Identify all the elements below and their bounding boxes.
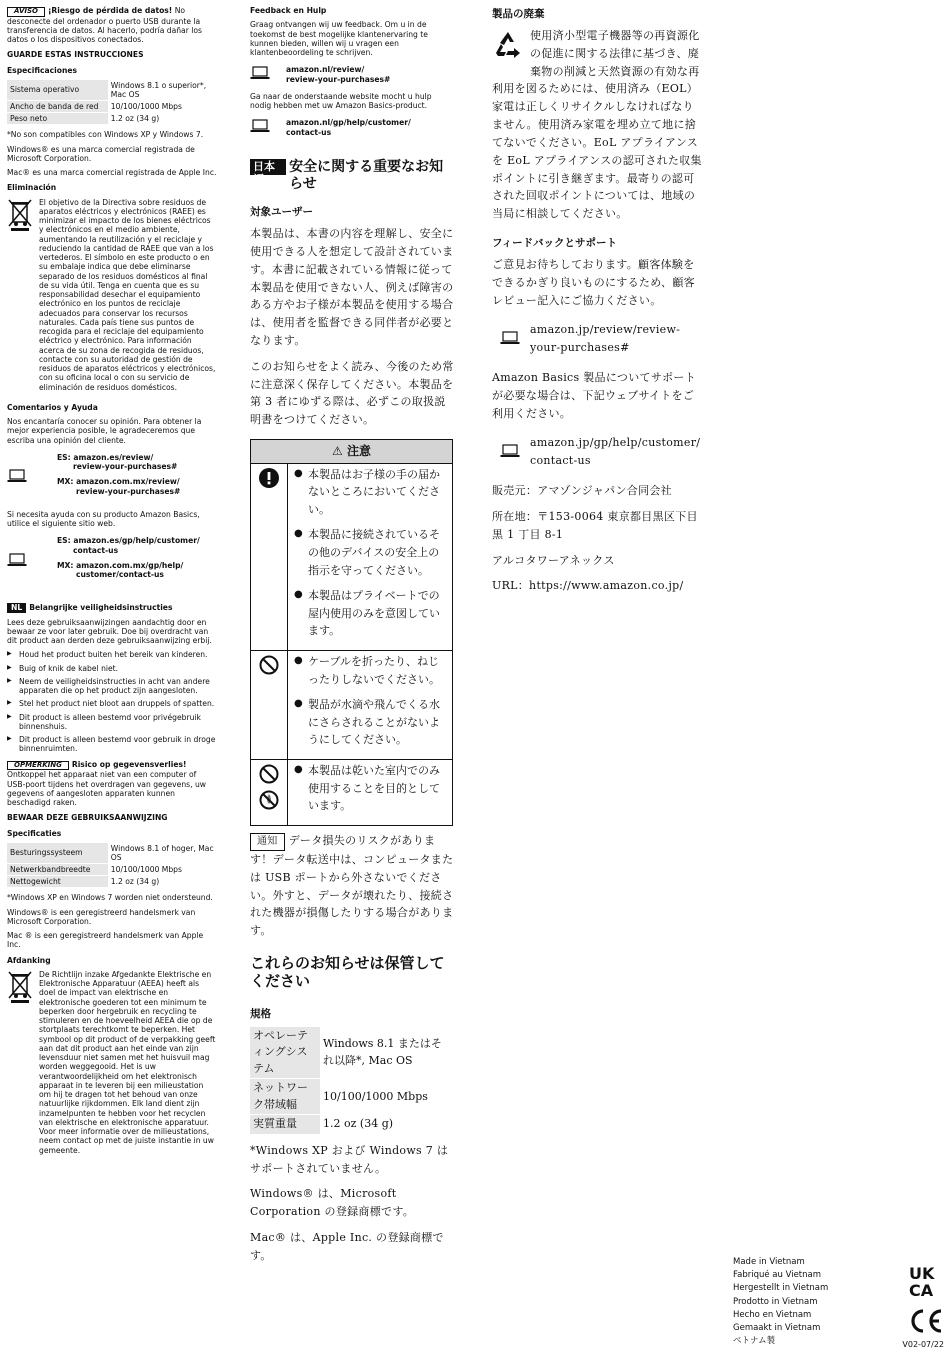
nl-note-1: *Windows XP en Windows 7 worden niet ondersteund. [7,893,213,903]
list-item: Hergestellt in Vietnam [733,1283,829,1294]
spec-value: 1.2 oz (34 g) [110,876,160,886]
notice-tag: 通知 [250,833,285,851]
recycle-icon [492,29,524,67]
nl-note-3: Mac ® is een geregistreerd handelsmerk van Apple Inc. [7,931,204,950]
list-item: ベトナム製 [733,1336,776,1347]
help-link-nl[interactable]: amazon.nl/gp/help/customer/ contact-us [286,118,411,137]
prohibited-icon [259,655,279,677]
nl-help-links [250,118,455,137]
laptop-icon [500,443,520,462]
nl-title: Belangrijke veiligheidsinstructies [29,603,173,613]
es-spec-table [7,80,217,125]
spec-value: 10/100/1000 Mbps [110,864,182,874]
table-row [250,1079,455,1115]
ja-users-title: 対象ユーザー [250,206,313,219]
help-link-es[interactable]: ES: amazon.es/gp/help/customer/ contact-us [57,536,200,555]
ja-note-2: Windows® は、Microsoft Corporation の登録商標です。 [250,1187,415,1219]
aviso-text: No desconecte del ordenador o puerto USB durante la transferencia de datos. Al hacerlo, podría dañar los datos o los dispositivos conectados. [7,6,202,45]
column-spanish-dutch [7,6,217,1160]
caution-item: ● 本製品は乾いた室内でのみ使用することを目的としています。 [292,762,448,815]
nl-feedback-title: Feedback en Hulp [250,6,327,15]
es-elim-text: El objetivo de la Directiva sobre residuos de aparatos eléctricos y electrónicos (RAEE) es minimizar el impacto de los bienes eléctricos y electrónicos en el medio ambiente, aumentando la reutilización y el reciclaje y reduciendo la cantidad de RAEE que van a los vertederos. El símbolo en este producto o en su embalaje indica que debe eliminarse separado de los residuos domésticos al final de su vida útil. Tenga en cuenta que es su responsabilidad desechar el equipamiento electrónico en los puntos de reciclaje adecuados para conservar los recursos naturales. Cada país tiene sus puntos de recogida para el reciclaje del equipamiento eléctrico y electrónico. Para información acerca de su zona de recogida de residuos, contacte con su autoridad de gestión de residuos de aparatos eléctricos y electrónicos, con su oficina local o con su servicio de eliminación de residuos domésticos. [39,197,216,392]
ja-feedback-text: ご意見お待ちしております。顧客体験をできるかぎり良いものにするため、顧客レビュー記入にご協力ください。 [492,257,695,307]
ja-disposal-text: 使用済小型電子機器等の再資源化の促進に関する法律に基づき、廃棄物の削減と天然資源の有効な再利用を図るためには、使用済み（EOL） 家電は正しくリサイクルしなければなりません。使用済み家電を埋め立て地に捨てないでください。EoL アプライアンスを EoL アプライアンスの認可された収集ポイントに引き継ぎます。最寄りの認可された回収ポイントについては、地域の当局に相談してください。 [492,29,702,221]
ja-title: 安全に関する重要なお知らせ [289,158,444,192]
table-row [7,113,217,125]
nl-intro: Lees deze gebruiksaanwijzingen aandachtig door en bewaar ze voor later gebruik. Doe bij overdracht van dit product aan derden deze gebruiksaanwijzing erbij. [7,617,212,646]
opmerking-title: Risico op gegevensverlies! [71,759,187,769]
caution-title: ⚠ 注意 [251,440,452,464]
help-link-jp[interactable]: amazon.jp/gp/help/customer/ contact-us [530,436,701,468]
review-link-mx[interactable]: MX: amazon.com.mx/review/ review-your-purchases# [57,477,181,496]
column-japanese [492,6,704,600]
spec-key: オペレーティングシステム [250,1027,320,1079]
es-note-2: Windows® es una marca comercial registrada de Microsoft Corporation. [7,144,195,163]
nl-spec-table [7,843,217,888]
ja-building: アルコタワーアネックス [492,553,615,567]
laptop-icon [500,330,520,349]
ja-seller: 販売元：アマゾンジャパン合同会社 [492,484,672,498]
ja-spec-title: 規格 [250,1008,271,1021]
ja-help-text: Amazon Basics 製品についてサポートが必要な場合は、下記ウェブサイトをご利用ください。 [492,371,697,420]
ja-notice [250,832,455,940]
spec-value: Windows 8.1 of hoger, Mac OS [110,843,214,863]
ja-url[interactable]: URL：https://www.amazon.co.jp/ [492,579,684,593]
list-item: Made in Vietnam [733,1257,805,1267]
opmerking-tag: OPMERKING [7,761,69,771]
nl-help-text: Ga naar de onderstaande website mocht u hulp nodig hebben met uw Amazon Basics-product. [250,91,432,110]
opmerking-warning [7,760,217,808]
list-item: ▶ Buig of knik de kabel niet. [7,664,217,673]
es-review-link-list [37,453,180,502]
svg-text:CA: CA [909,1281,934,1298]
aviso-tag: AVISO [7,7,45,17]
es-spec-title: Especificaciones [7,65,78,75]
list-item: Hecho en Vietnam [733,1309,812,1320]
nl-review-links [250,65,455,84]
table-row [7,80,217,101]
ukca-mark [906,1264,946,1302]
ja-language-badge: 日本語 [250,159,286,175]
table-row [250,1115,455,1134]
spec-value: 1.2 oz (34 g) [323,1117,394,1131]
ja-disposal-title: 製品の廃棄 [492,8,545,20]
spec-value: Windows 8.1 またはそれ以降*, Mac OS [323,1037,442,1067]
caution-item: ● 本製品はプライベートでの屋内使用のみを意図しています。 [292,587,448,640]
nl-language-badge: NL [7,603,26,612]
list-item: Prodotto in Vietnam [733,1296,818,1307]
nl-save-instructions: BEWAAR DEZE GEBRUIKSAANWIJZING [7,813,168,823]
caution-item: ● 本製品に接続されているその他のデバイスの安全上の指示を守ってください。 [292,526,448,579]
ja-note-3: Mac® は、Apple Inc. の登録商標です。 [250,1231,444,1262]
ja-disposal-block [492,27,704,223]
weee-bin-icon [7,198,35,397]
help-link-mx[interactable]: MX: amazon.com.mx/gp/help/ customer/contact-us [57,560,184,580]
no-water-icon [259,790,279,812]
caution-item: ● 本製品はお子様の手の届かないところにおいてください。 [292,466,448,519]
nl-note-2: Windows® is een geregistreerd handelsmerk van Microsoft Corporation. [7,907,196,926]
review-link-es[interactable]: ES: amazon.es/review/ review-your-purchases# [57,452,178,472]
spec-value: 10/100/1000 Mbps [110,101,182,111]
es-save-instructions: GUARDE ESTAS INSTRUCCIONES [7,50,144,60]
table-row [7,863,217,875]
es-help-link-list [37,536,200,585]
nl-afdanking-block [7,970,217,1160]
list-item: ▶ Houd het product buiten het bereik van kinderen. [7,650,217,659]
laptop-icon [250,66,270,82]
caution-item: ● ケーブルを折ったり、ねじったりしないでください。 [292,653,448,688]
es-feedback-text: Nos encantaría conocer su opinión. Para obtener la mejor experiencia posible, le agradeceremos que escriba una opinión del cliente. [7,417,202,445]
ja-note-1: *Windows XP および Windows 7 はサポートされていません。 [250,1143,449,1175]
table-row [7,843,217,864]
ja-safety-heading [250,159,455,193]
spec-key: Peso neto [7,113,108,125]
caution-row [251,464,452,651]
ja-address: 所在地：〒153-0064 東京都目黒区下目黒 1 丁目 8-1 [492,509,698,541]
list-item: ▶ Dit product is alleen bestemd voor gebruik in droge binnenruimten. [7,735,217,754]
spec-value: 10/100/1000 Mbps [323,1089,428,1103]
document-version: V02-07/22 [902,1340,944,1349]
list-item: Gemaakt in Vietnam [733,1322,821,1333]
ja-feedback-title: フィードバックとサポート [492,236,617,249]
caution-item: ● 製品が水滴や飛んでくる水にさらされることがないようにしてください。 [292,696,448,749]
opmerking-text: Ontkoppel het apparaat niet van een computer of USB-poort tijdens het overdragen van gegevens, uw gegevens of aangesloten apparaten kunnen beschadigd raken. [7,770,206,808]
notice-text: データ損失のリスクがあります！データ転送中は、コンピュータまたは USB ポートから外さないでください。外すと、データが壊れたり、接続された機器が損傷したりする場合があります。 [250,833,454,938]
es-elim-block [7,198,217,397]
spec-key: Ancho de banda de red [7,100,108,112]
es-feedback-title: Comentarios y Ayuda [7,402,98,412]
made-in-list [733,1256,828,1348]
nl-safety-heading [7,603,217,612]
caution-row [251,651,452,760]
spec-key: Nettogewicht [7,876,108,888]
spec-key: ネットワーク帯域幅 [250,1079,320,1115]
list-item: ▶ Stel het product niet bloot aan druppels of spatten. [7,699,217,708]
list-item: ▶ Neem de veiligheidsinstructies in acht van andere apparaten die op het product zijn aangesloten. [7,677,217,696]
table-row [250,1027,455,1079]
ja-paragraph-1: 本製品は、本書の内容を理解し、安全に使用できる人を想定して設計されています。本書に記載されている情報に従って本製品を使用できない人、例えば障害のある方やお子様が本製品を使用する場合は、使用者を監督できる同伴者が必要となります。 [250,227,454,348]
warning-triangle-icon: ⚠ [332,444,343,459]
ja-paragraph-2: このお知らせをよく読み、今後のため常に注意深く保存してください。本製品を第 3 者にゆずる際は、必ずこの取扱説明書をつけてください。 [250,359,454,427]
spec-key: Besturingssysteem [7,843,108,864]
aviso-warning [7,6,217,44]
review-link-jp[interactable]: amazon.jp/review/review- your-purchases# [530,323,681,355]
spec-key: Netwerkbandbreedte [7,863,108,875]
laptop-icon [7,469,27,485]
laptop-icon [250,119,270,135]
es-note-1: *No son compatibles con Windows XP y Windows 7. [7,130,204,140]
aviso-title: ¡Riesgo de pérdida de datos! [47,6,173,15]
svg-text:UK: UK [909,1264,935,1283]
es-review-links [7,453,217,502]
spec-value: Windows 8.1 o superior*, Mac OS [110,80,207,100]
mandatory-exclamation-icon [259,468,279,490]
nl-afdanking-title: Afdanking [7,955,51,965]
caution-box [250,439,453,826]
es-elim-title: Eliminación [7,183,57,193]
column-dutch-japanese [250,6,455,1270]
weee-bin-icon [7,970,35,1160]
table-row [7,876,217,888]
prohibited-icon [259,764,279,786]
nl-bullet-list [7,650,217,753]
list-item: ▶ Dit product is alleen bestemd voor privégebruik binnenshuis. [7,713,217,732]
es-help-links [7,536,217,585]
ja-spec-table [250,1027,455,1134]
es-note-3: Mac® es una marca comercial registrada de Apple Inc. [7,168,217,178]
es-help-text: Si necesita ayuda con su producto Amazon Basics, utilice el siguiente sitio web. [7,509,200,529]
ja-help-links [500,434,704,470]
laptop-icon [7,553,27,569]
nl-afdanking-text: De Richtlijn inzake Afgedankte Elektrische en Elektronische Apparatuur (AEEA) heeft als doel de impact van elektrische en elektronische goederen tot een minimum te beperken door hergebruik en recycling te stimuleren en de hoeveelheid AEEA die op de stortplaats terechtkomt te beperken. Het symbool op dit product of de verpakking geeft aan dat dit product aan het einde van zijn levensduur niet samen met het huisvuil mag worden weggegooid. Het is uw verantwoordelijkheid om het elektronisch apparaat in te leveren bij een milieustation om hij te dragen tot het behoud van onze natuurlijke rijkdommen. Elk land dient zijn inzamelpunten te hebben voor het recyclen van elektrische en elektronische apparatuur. Voor meer informatie over de milieustations, neem contact op met de juiste instantie in uw gemeente. [39,969,216,1155]
table-row [7,100,217,112]
nl-feedback-text: Graag ontvangen wij uw feedback. Om u in de toekomst de best mogelijke klantenervaring te kunnen bieden, willen wij u vragen een klantenbeoordeling te schrijven. [250,20,428,57]
ja-review-links [500,321,704,357]
ce-mark [906,1308,946,1338]
certification-marks [906,1264,946,1338]
review-link-nl[interactable]: amazon.nl/review/ review-your-purchases# [286,65,391,84]
caution-row [251,760,452,825]
spec-key: 実質重量 [250,1115,320,1134]
nl-spec-title: Specificaties [7,828,62,838]
ja-keep-heading: これらのお知らせは保管してください [250,954,445,991]
list-item: Fabriqué au Vietnam [733,1270,822,1281]
spec-key: Sistema operativo [7,80,108,101]
spec-value: 1.2 oz (34 g) [110,113,160,123]
